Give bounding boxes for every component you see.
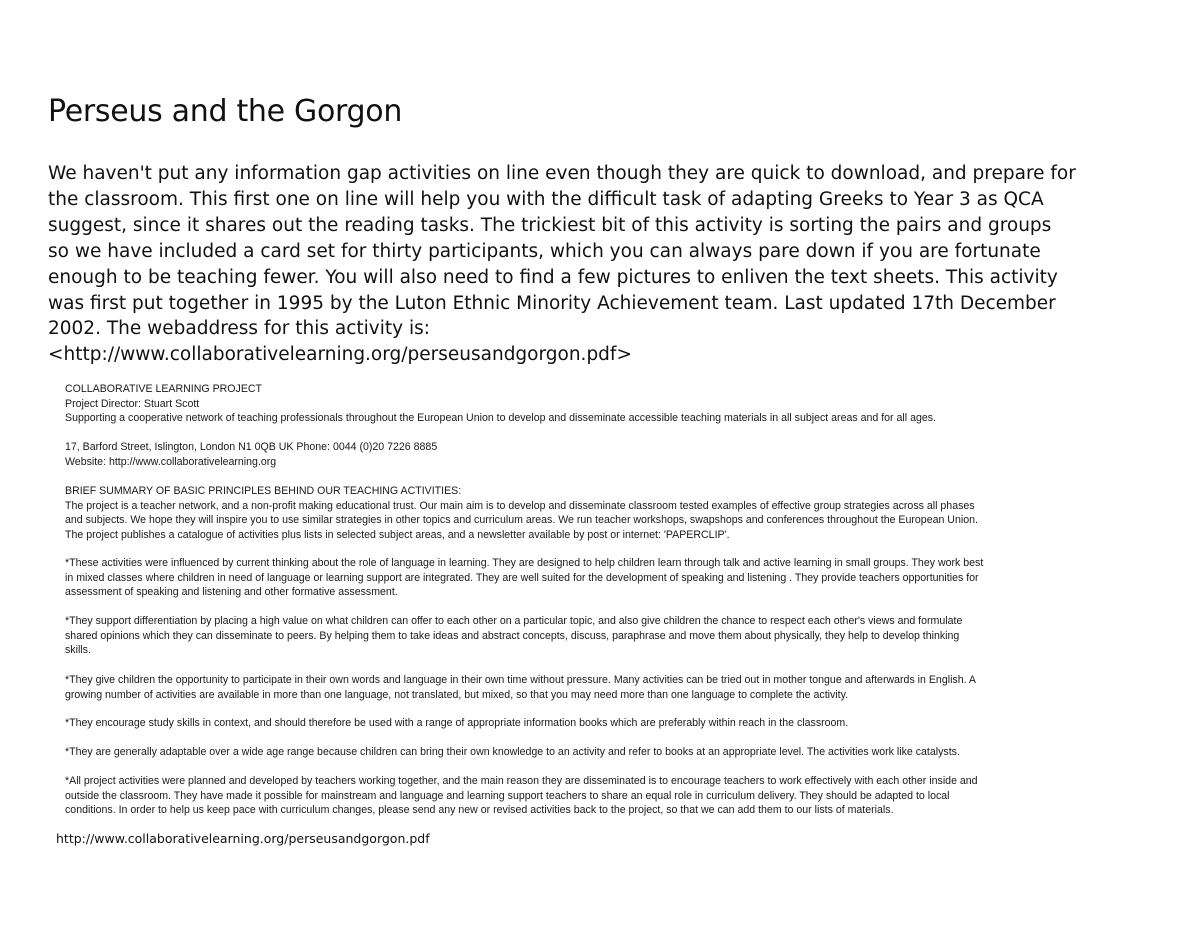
principles-intro-line: and subjects. We hope they will inspire you to use similar strategies in other topics and curriculum areas. We run teacher workshops, swapshops and conferences throughout the European Union. bbox=[65, 514, 978, 527]
intro-line: so we have included a card set for thirty participants, which you can always pare down if you are fortunate bbox=[48, 240, 1041, 262]
intro-line: was first put together in 1995 by the Luton Ethnic Minority Achievement team. Last updated 17th December bbox=[48, 292, 1056, 314]
page-title: Perseus and the Gorgon bbox=[48, 94, 403, 129]
principles-intro-line: The project publishes a catalogue of activities plus lists in selected subject areas, and a newsletter available by post or internet: 'PAPERCLIP'. bbox=[65, 529, 730, 542]
intro-line: the classroom. This first one on line will help you with the difficult task of adapting Greeks to Year 3 as QCA bbox=[48, 188, 1044, 210]
principles-intro-line: The project is a teacher network, and a non-profit making educational trust. Our main aim is to develop and disseminate classroom tested examples of effective group strategies across all phases bbox=[65, 499, 975, 512]
bullet-line: *They are generally adaptable over a wide age range because children can bring their own knowledge to an activity and refer to books at an appropriate level. The activities work like catalysts. bbox=[65, 746, 960, 758]
intro-paragraph bbox=[48, 161, 1158, 368]
bullet-line: shared opinions which they can disseminate to peers. By helping them to take ideas and abstract concepts, discuss, paraphrase and move them about physically, they help to develop thinking bbox=[65, 629, 960, 642]
bullet-line: *They give children the opportunity to participate in their own words and language in their own time without pressure. Many activities can be tried out in mother tongue and afterwards in English. A bbox=[65, 674, 976, 686]
intro-line: suggest, since it shares out the reading tasks. The trickiest bit of this activity is sorting the pairs and groups bbox=[48, 214, 1052, 236]
bullet-line: *They encourage study skills in context, and should therefore be used with a range of appropriate information books which are preferably within reach in the classroom. bbox=[65, 717, 849, 729]
project-mission: Supporting a cooperative network of teaching professionals throughout the European Union to develop and disseminate accessible teaching materials in all subject areas and for all ages. bbox=[65, 412, 936, 425]
contact-block bbox=[65, 440, 1150, 469]
bullet-line: *They support differentiation by placing a high value on what children can offer to each other on a particular topic, and also give children the chance to respect each other's views and formulate bbox=[65, 615, 963, 627]
project-info-block bbox=[65, 382, 1150, 426]
principle-bullet-study-skills bbox=[65, 716, 1150, 731]
principles-heading: BRIEF SUMMARY OF BASIC PRINCIPLES BEHIND OUR TEACHING ACTIVITIES: bbox=[65, 485, 462, 497]
project-director: Project Director: Stuart Scott bbox=[65, 397, 200, 410]
bullet-line: growing number of activities are available in more than one language, not translated, but mixed, so that you may need more than one language to complete the activity. bbox=[65, 688, 849, 701]
footer-url-link[interactable]: http://www.collaborativelearning.org/perseusandgorgon.pdf bbox=[56, 831, 430, 846]
intro-line: We haven't put any information gap activities on line even though they are quick to download, and prepare for bbox=[48, 163, 1076, 184]
bullet-line: in mixed classes where children in need of language or learning support are integrated. They are well suited for the development of speaking and listening . They provide teachers opportunities for bbox=[65, 571, 979, 584]
principle-bullet-differentiation bbox=[65, 614, 1150, 658]
project-address: 17, Barford Street, Islington, London N1 0QB UK Phone: 0044 (0)20 7226 8885 bbox=[65, 441, 438, 453]
bullet-line: conditions. In order to help us keep pace with curriculum changes, please send any new or revised activities back to the project, so that we can add them to our lists of materials. bbox=[65, 804, 894, 817]
principle-bullet-age-range bbox=[65, 745, 1150, 760]
principles-summary bbox=[65, 484, 1150, 543]
principle-bullet-language bbox=[65, 556, 1150, 600]
bullet-line: skills. bbox=[65, 644, 91, 657]
intro-line: enough to be teaching fewer. You will also need to find a few pictures to enliven the text sheets. This activity bbox=[48, 266, 1058, 288]
intro-line: 2002. The webaddress for this activity is: bbox=[48, 318, 430, 340]
project-name: COLLABORATIVE LEARNING PROJECT bbox=[65, 383, 263, 395]
bullet-line: outside the classroom. They have made it possible for mainstream and language and learning support teachers to share an equal role in curriculum delivery. They should be adapted to local bbox=[65, 789, 950, 802]
bullet-line: *All project activities were planned and developed by teachers working together, and the main reason they are disseminated is to encourage teachers to work effectively with each other inside and bbox=[65, 775, 978, 787]
principle-bullet-participation bbox=[65, 673, 1150, 702]
bullet-line: *These activities were influenced by current thinking about the role of language in learning. They are designed to help children learn through talk and active learning in small groups. They work best bbox=[65, 557, 984, 569]
bullet-line: assessment of speaking and listening and other formative assessment. bbox=[65, 586, 398, 599]
intro-url-link[interactable]: <http://www.collaborativelearning.org/perseusandgorgon.pdf> bbox=[48, 344, 632, 366]
principle-bullet-teacher-collaboration bbox=[65, 774, 1150, 818]
project-website[interactable]: Website: http://www.collaborativelearning.org bbox=[65, 455, 277, 468]
